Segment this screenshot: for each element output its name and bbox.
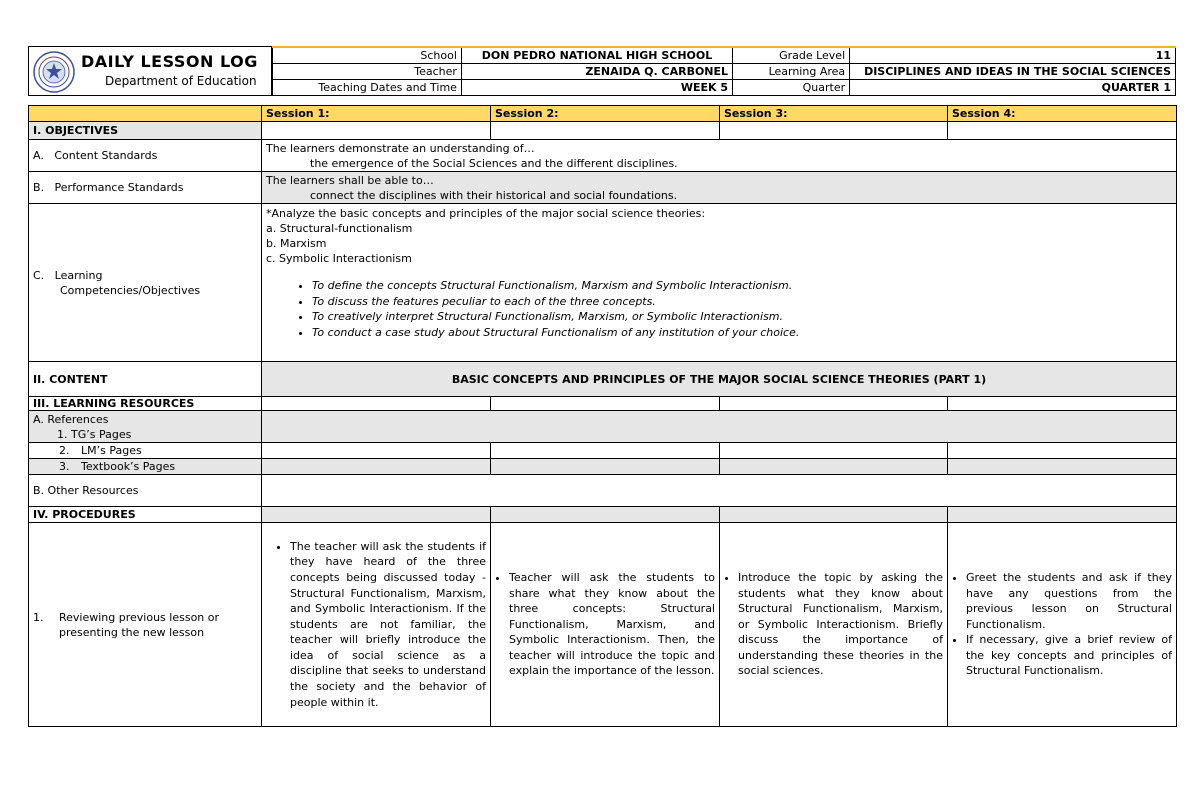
content-standards-line2: the emergence of the Social Sciences and the different disciplines. <box>310 156 678 170</box>
references-heading: A. References <box>33 412 109 426</box>
performance-standards-line2: connect the disciplines with their historical and social foundations. <box>310 188 678 202</box>
session-2-bullet: • Teacher will ask the students to share what they know about the three concepts: Structural Functionalism, Marxism, and Symbolic Interactionism. Then, the teacher will introduce the topic and explain the importance of the lesson. <box>509 570 715 679</box>
session-4-bullet: • Greet the students and ask if they have any questions from the previous lesson on Structural Functionalism. <box>966 570 1172 632</box>
performance-standards-label: B. Performance Standards <box>29 172 262 204</box>
session-3-procedure <box>720 523 948 727</box>
log-title: DAILY LESSON LOG <box>81 52 258 71</box>
learning-resources-row <box>29 397 1177 411</box>
grade-level-value: 11 <box>850 47 1176 63</box>
session-1-header: Session 1: <box>262 106 491 122</box>
performance-standards-text <box>262 172 1177 204</box>
references-row <box>29 411 1177 443</box>
session-2-header: Session 2: <box>491 106 720 122</box>
deped-seal-icon <box>33 51 75 93</box>
school-value: DON PEDRO NATIONAL HIGH SCHOOL <box>461 47 732 63</box>
textbook-pages-label <box>29 459 262 475</box>
teaching-dates-label: Teaching Dates and Time <box>273 79 462 95</box>
session-4-procedure <box>948 523 1177 727</box>
lm-pages-label <box>29 443 262 459</box>
session-3-header: Session 3: <box>720 106 948 122</box>
competency-bullet: • To conduct a case study about Structural Functionalism of any institution of your choice. <box>312 325 1172 341</box>
grade-level-label: Grade Level <box>733 47 850 63</box>
competency-item: b. Marxism <box>266 237 327 250</box>
procedures-heading: IV. PROCEDURES <box>29 507 262 523</box>
session-1-procedure <box>262 523 491 727</box>
lm-pages-text: LM’s Pages <box>81 444 142 457</box>
learning-area-value: DISCIPLINES AND IDEAS IN THE SOCIAL SCIENCES <box>850 63 1176 79</box>
session-4-header: Session 4: <box>948 106 1177 122</box>
references-label <box>29 411 262 443</box>
lm-pages-row <box>29 443 1177 459</box>
competency-bullet: • To discuss the features peculiar to each of the three concepts. <box>312 294 1172 310</box>
competencies-label-line2: Competencies/Objectives <box>60 283 201 297</box>
content-heading: II. CONTENT <box>29 362 262 397</box>
textbook-pages-number: 3. <box>59 460 70 473</box>
content-row <box>29 362 1177 397</box>
other-resources-label: B. Other Resources <box>29 475 262 507</box>
competency-bullet: • To define the concepts Structural Functionalism, Marxism and Symbolic Interactionism. <box>312 278 1172 294</box>
session-1-bullet: • The teacher will ask the students if they have heard of the three concepts being discussed today - Structural Functionalism, Marxism, and Symbolic Interactionism. If the students are not familiar, the teacher will briefly introduce the idea of social science as a discipline that seeks to understand the society and the behavior of people within it. <box>290 539 486 711</box>
teacher-value: ZENAIDA Q. CARBONEL <box>461 63 732 79</box>
textbook-pages-text: Textbook’s Pages <box>81 460 176 473</box>
lesson-log-header <box>28 46 1176 96</box>
reviewing-lesson-number: 1. <box>33 610 44 624</box>
content-standards-text <box>262 140 1177 172</box>
logo-box <box>28 46 272 96</box>
content-standards-line1: The learners demonstrate an understanding of… <box>266 141 535 155</box>
lm-pages-number: 2. <box>59 444 70 457</box>
learning-area-label: Learning Area <box>733 63 850 79</box>
content-standards-row <box>29 140 1177 172</box>
teaching-dates-value: WEEK 5 <box>461 79 732 95</box>
objectives-row <box>29 122 1177 140</box>
session-header-row <box>29 106 1177 122</box>
session-2-procedure <box>491 523 720 727</box>
content-value: BASIC CONCEPTS AND PRINCIPLES OF THE MAJOR SOCIAL SCIENCE THEORIES (PART 1) <box>262 362 1177 397</box>
content-standards-label: A. Content Standards <box>29 140 262 172</box>
other-resources-row <box>29 475 1177 507</box>
school-label: School <box>273 47 462 63</box>
reviewing-lesson-label <box>29 523 262 727</box>
header-info-table <box>272 46 1176 96</box>
learning-competencies-label <box>29 204 262 362</box>
competencies-label-line1: C. Learning <box>33 268 103 282</box>
tg-pages-label: 1. TG’s Pages <box>57 427 132 441</box>
learning-competencies-text <box>262 204 1177 362</box>
teacher-label: Teacher <box>273 63 462 79</box>
competency-item: c. Symbolic Interactionism <box>266 252 412 265</box>
procedures-row <box>29 507 1177 523</box>
performance-standards-row <box>29 172 1177 204</box>
department-label: Department of Education <box>105 74 257 88</box>
competency-bullets <box>266 278 1172 340</box>
textbook-pages-row <box>29 459 1177 475</box>
quarter-value: QUARTER 1 <box>850 79 1176 95</box>
reviewing-lesson-text-line2: presenting the new lesson <box>59 625 205 639</box>
reviewing-lesson-row <box>29 523 1177 727</box>
performance-standards-line1: The learners shall be able to… <box>266 173 434 187</box>
blank-header-cell <box>29 106 262 122</box>
competency-bullet: • To creatively interpret Structural Functionalism, Marxism, or Symbolic Interactionism. <box>312 309 1172 325</box>
learning-resources-heading: III. LEARNING RESOURCES <box>29 397 262 411</box>
competency-item: a. Structural-functionalism <box>266 222 413 235</box>
learning-competencies-row <box>29 204 1177 362</box>
session-3-bullet: • Introduce the topic by asking the students what they know about Structural Functionalism, Marxism, or Symbolic Interactionism. Briefly discuss the importance of understanding these theories in the social sciences. <box>738 570 943 679</box>
quarter-label: Quarter <box>733 79 850 95</box>
reviewing-lesson-text <box>59 610 219 640</box>
objectives-heading: I. OBJECTIVES <box>29 122 262 140</box>
competency-intro: *Analyze the basic concepts and principles of the major social science theories: <box>266 207 706 220</box>
session-4-bullet: • If necessary, give a brief review of the key concepts and principles of Structural Functionalism. <box>966 632 1172 679</box>
reviewing-lesson-text-line1: Reviewing previous lesson or <box>59 610 220 624</box>
lesson-log-grid <box>28 105 1177 727</box>
